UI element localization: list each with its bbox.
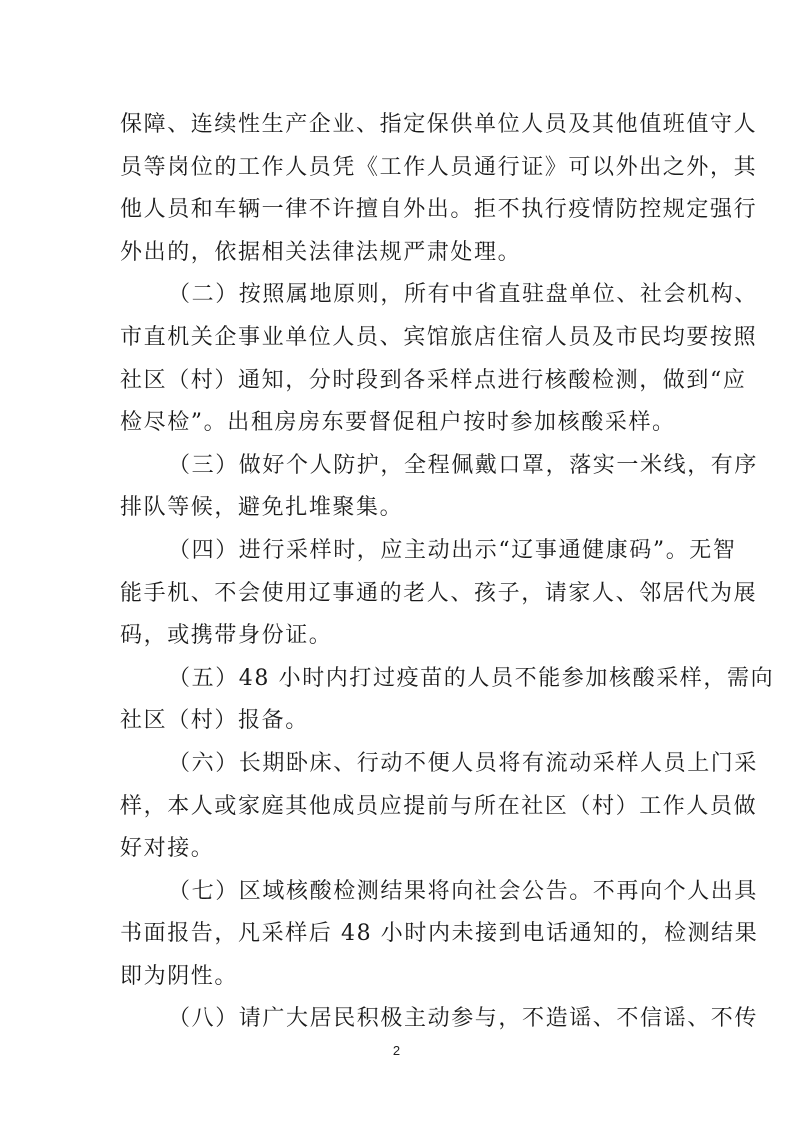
text-line: 好对接。 bbox=[120, 836, 215, 862]
text-line: 样，本人或家庭其他成员应提前与所在社区（村）工作人员做 bbox=[120, 793, 758, 819]
paragraph-4 bbox=[120, 530, 758, 658]
paragraph-8 bbox=[120, 998, 759, 1041]
text-line: （三）做好个人防护，全程佩戴口罩，落实一米线，有序 bbox=[168, 452, 759, 478]
page-number: 2 bbox=[392, 1043, 401, 1058]
text-line: 码，或携带身份证。 bbox=[120, 623, 333, 649]
text-line: 书面报告，凡采样后 48 小时内未接到电话通知的，检测结果 bbox=[120, 921, 759, 947]
text-line: 社区（村）通知，分时段到各采样点进行核酸检测，做到“应 bbox=[120, 367, 747, 393]
text-line: 外出的，依据相关法律法规严肃处理。 bbox=[120, 239, 522, 265]
text-line: （七）区域核酸检测结果将向社会公告。不再向个人出具 bbox=[168, 878, 759, 904]
paragraph-5 bbox=[120, 658, 775, 743]
text-line: （四）进行采样时，应主动出示“辽事通健康码”。无智 bbox=[168, 537, 737, 563]
text-line: （五）48 小时内打过疫苗的人员不能参加核酸采样，需向 bbox=[168, 665, 775, 691]
text-line: 即为阴性。 bbox=[120, 963, 239, 989]
text-line: 市直机关企事业单位人员、宾馆旅店住宿人员及市民均要按照 bbox=[120, 324, 758, 350]
text-line: 保障、连续性生产企业、指定保供单位人员及其他值班值守人 bbox=[120, 112, 758, 137]
text-line: 员等岗位的工作人员凭《工作人员通行证》可以外出之外，其 bbox=[120, 154, 758, 180]
text-line: （二）按照属地原则，所有中省直驻盘单位、社会机构、 bbox=[168, 282, 759, 308]
text-line: 能手机、不会使用辽事通的老人、孩子，请家人、邻居代为展 bbox=[120, 580, 758, 606]
paragraph-1 bbox=[120, 104, 758, 274]
paragraph-6 bbox=[120, 743, 759, 871]
text-line: 排队等候，避免扎堆聚集。 bbox=[120, 495, 404, 521]
text-line: 检尽检”。出租房房东要督促租户按时参加核酸采样。 bbox=[120, 410, 676, 436]
text-line: （六）长期卧床、行动不便人员将有流动采样人员上门采 bbox=[168, 750, 759, 776]
text-line: （八）请广大居民积极主动参与，不造谣、不信谣、不传 bbox=[168, 1006, 759, 1032]
paragraph-3 bbox=[120, 445, 759, 530]
document-body bbox=[120, 104, 775, 1041]
text-line: 他人员和车辆一律不许擅自外出。拒不执行疫情防控规定强行 bbox=[120, 197, 758, 223]
paragraph-7 bbox=[120, 871, 759, 999]
text-line: 社区（村）报备。 bbox=[120, 708, 309, 734]
paragraph-2 bbox=[120, 274, 759, 444]
